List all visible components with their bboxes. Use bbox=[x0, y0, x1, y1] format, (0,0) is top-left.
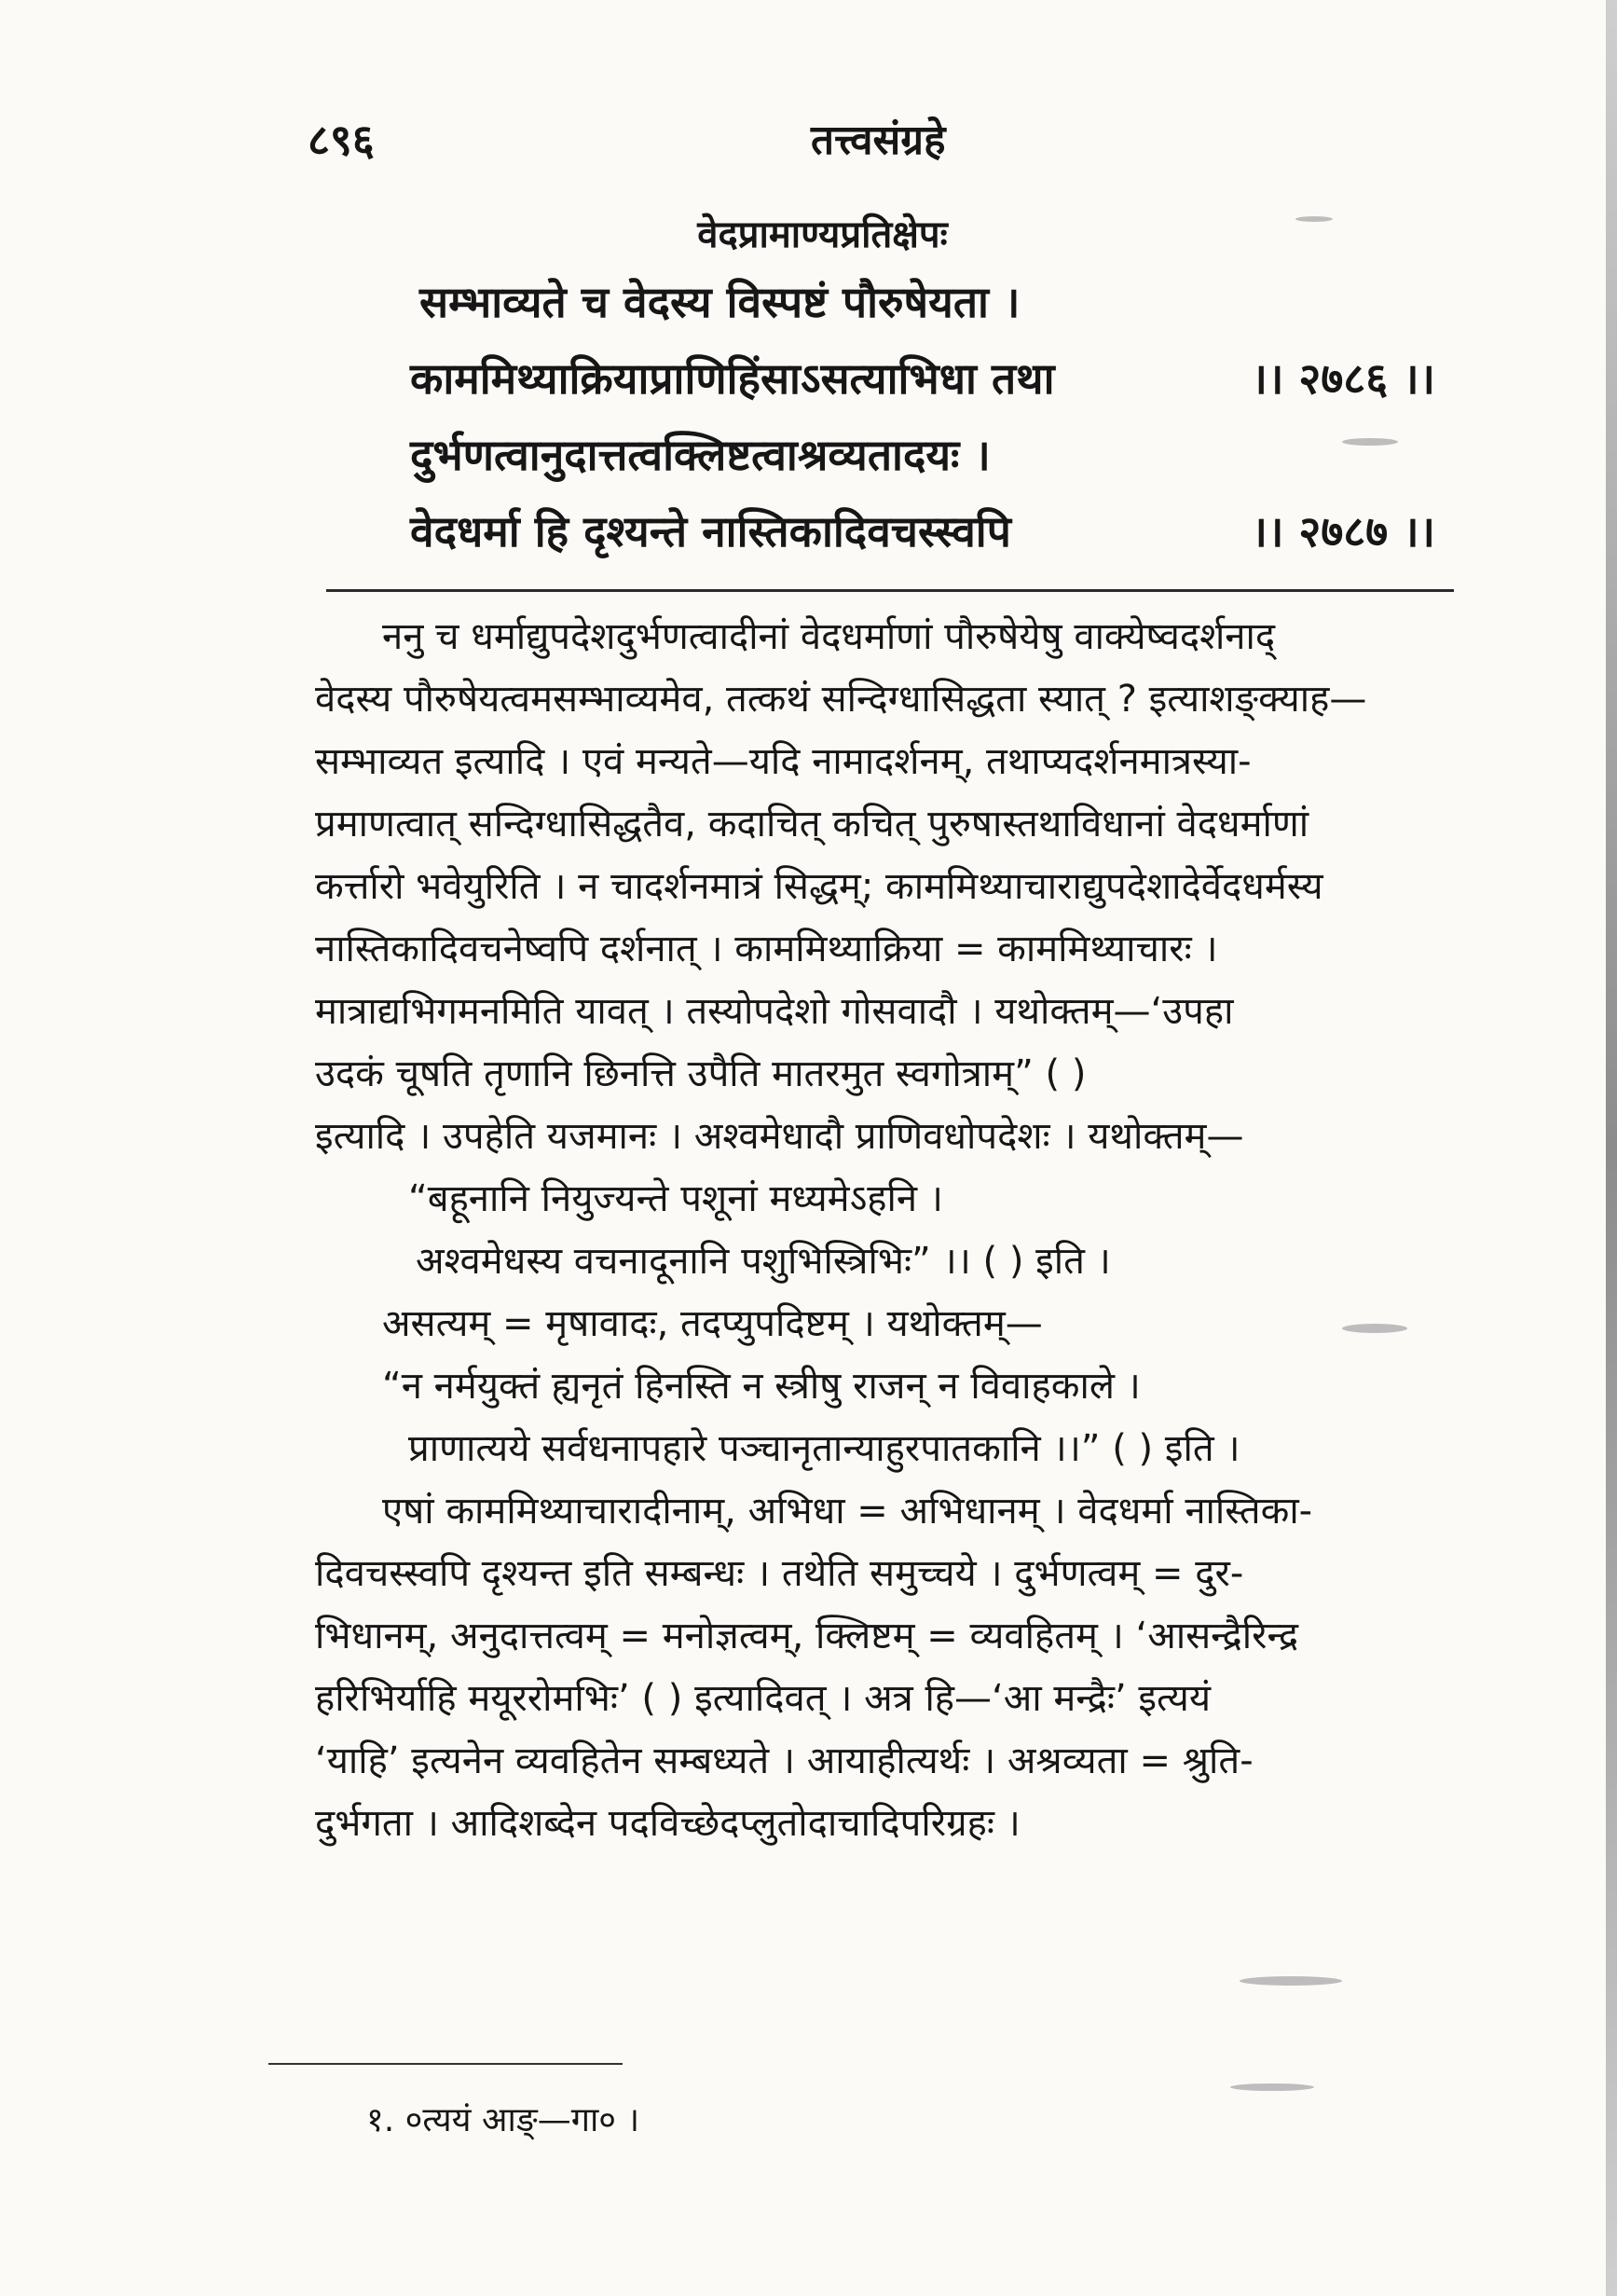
footnote: १. ०त्ययं आङ्—गा० । bbox=[366, 2101, 640, 2139]
scan-speckle bbox=[1342, 1324, 1407, 1333]
commentary-line: दुर्भगता । आदिशब्देन पदविच्छेदप्लुतोदाचादिपरिग्रहः । bbox=[315, 1802, 1021, 1845]
scan-speckle bbox=[1230, 2083, 1314, 2091]
separator-rule bbox=[326, 589, 1454, 592]
verse-number: ।। २७८७ ।। bbox=[1251, 506, 1435, 557]
scan-speckle bbox=[1342, 438, 1398, 446]
verse-text: सम्भाव्यते च वेदस्य विस्पष्टं पौरुषेयता । bbox=[419, 277, 1021, 327]
commentary-line: भिधानम्, अनुदात्तत्वम् = मनोज्ञत्वम्, क्लिष्टम् = व्यवहितम् । ‘आसन्द्रैरिन्द्र bbox=[315, 1615, 1299, 1657]
commentary-line: दिवचस्स्वपि दृश्यन्त इति सम्बन्धः । तथेति समुच्चये । दुर्भणत्वम् = दुर- bbox=[315, 1552, 1244, 1595]
quoted-verse-line: अश्वमेधस्य वचनादूनानि पशुभिस्त्रिभिः” ।। ( ) इति । bbox=[416, 1240, 1111, 1283]
quoted-verse-line: “बहूनानि नियुज्यन्ते पशूनां मध्यमेऽहनि । bbox=[408, 1177, 943, 1220]
scan-speckle bbox=[1295, 216, 1333, 222]
verse-line-1 bbox=[419, 272, 1258, 330]
commentary-line: सम्भाव्यत इत्यादि । एवं मन्यते—यदि नामादर्शनम्, तथाप्यदर्शनमात्रस्या- bbox=[315, 740, 1252, 783]
commentary-line: हरिभिर्याहि मयूररोमभिः’ ( ) इत्यादिवत् । अत्र हि—‘आ मन्द्रैः’ इत्ययं bbox=[315, 1677, 1212, 1720]
commentary-line: नास्तिकादिवचनेष्वपि दर्शनात् । काममिथ्याक्रिया = काममिथ्याचारः । bbox=[315, 928, 1218, 970]
commentary-text bbox=[315, 606, 1471, 1855]
commentary-line: असत्यम् = मृषावादः, तदप्युपदिष्टम् । यथोक्तम्— bbox=[382, 1302, 1043, 1345]
commentary-line: कर्त्तारो भवेयुरिति । न चादर्शनमात्रं सिद्धम्; काममिथ्याचाराद्युपदेशादेर्वेदधर्मस्य bbox=[315, 865, 1323, 908]
page-header bbox=[308, 110, 1491, 175]
commentary-line: ‘याहि’ इत्यनेन व्यवहितेन सम्बध्यते । आयाहीत्यर्थः । अश्रव्यता = श्रुति- bbox=[315, 1739, 1254, 1782]
commentary-line: प्रमाणत्वात् सन्दिग्धासिद्धतैव, कदाचित् कचित् पुरुषास्तथाविधानां वेदधर्माणां bbox=[315, 803, 1309, 846]
commentary-line: इत्यादि । उपहेति यजमानः । अश्वमेधादौ प्राणिवधोपदेशः । यथोक्तम्— bbox=[315, 1115, 1244, 1158]
verse-line-3 bbox=[410, 425, 1435, 483]
verse-line-2 bbox=[410, 349, 1435, 406]
scan-speckle bbox=[1240, 1976, 1342, 1986]
verse-text: वेदधर्मा हि दृश्यन्ते नास्तिकादिवचस्स्वपि bbox=[410, 506, 1011, 557]
book-spine-edge bbox=[1606, 0, 1617, 2296]
verse-number: ।। २७८६ ।। bbox=[1251, 353, 1435, 404]
verse-text: दुर्भणत्वानुदात्तत्वक्लिष्टत्वाश्रव्यतादयः । bbox=[410, 430, 991, 480]
commentary-line: वेदस्य पौरुषेयत्वमसम्भाव्यमेव, तत्कथं सन्दिग्धासिद्धता स्यात् ? इत्याशङ्क्याह— bbox=[315, 678, 1367, 721]
page-number: ८९६ bbox=[308, 115, 375, 165]
section-heading: वेदप्रामाण्यप्रतिक्षेपः bbox=[697, 213, 948, 256]
commentary-line: एषां काममिथ्याचारादीनाम्, अभिधा = अभिधानम् । वेदधर्मा नास्तिका- bbox=[382, 1490, 1313, 1533]
running-title: तत्त्वसंग्रहे bbox=[811, 117, 946, 164]
verse-text: काममिथ्याक्रियाप्राणिहिंसाऽसत्याभिधा तथा bbox=[410, 353, 1055, 404]
footnote-rule bbox=[268, 2063, 623, 2065]
commentary-line: उदकं चूषति तृणानि छिनत्ति उपैति मातरमुत स्वगोत्राम्” ( ) bbox=[315, 1052, 1087, 1095]
commentary-line: ननु च धर्माद्युपदेशदुर्भणत्वादीनां वेदधर्माणां पौरुषेयेषु वाक्येष्वदर्शनाद् bbox=[382, 615, 1276, 658]
verse-line-4 bbox=[410, 502, 1435, 559]
commentary-line: मात्राद्यभिगमनमिति यावत् । तस्योपदेशो गोसवादौ । यथोक्तम्—‘उपहा bbox=[315, 990, 1234, 1033]
quoted-verse-line: “न नर्मयुक्तं ह्यनृतं हिनस्ति न स्त्रीषु राजन् न विवाहकाले । bbox=[382, 1365, 1141, 1408]
quoted-verse-line: प्राणात्यये सर्वधनापहारे पञ्चानृतान्याहुरपातकानि ।।” ( ) इति । bbox=[408, 1427, 1240, 1470]
